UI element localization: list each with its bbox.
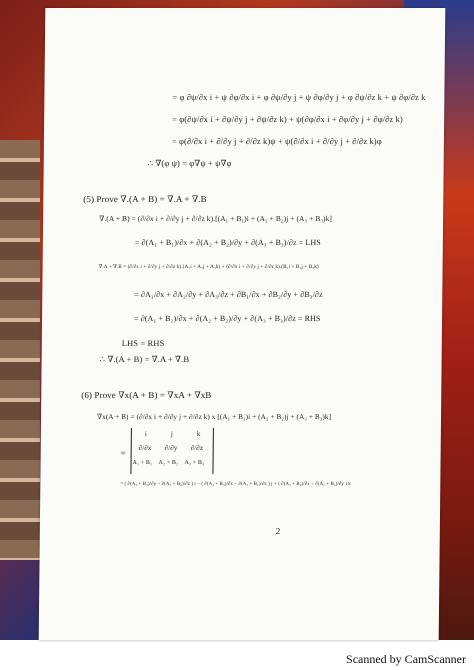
page-number: 2 [275,526,281,536]
determinant-right-bar [212,428,213,474]
section-5-line-2: = ∂(A₁ + B₁)/∂x + ∂(A₂ + B₂)/∂y + ∂(A₃ + B₃)/∂z = LHS [134,238,321,247]
section-5-line-5: = ∂(A₁ + B₁)/∂x + ∂(A₂ + B₂)/∂y + ∂(A₃ + B₃)/∂z = RHS [134,314,321,323]
section-6-line-2: = ( ∂(A₃ + B₃)/∂y − ∂(A₂ + B₂)/∂z ) i − ( ∂(A₃ + B₃)/∂x − ∂(A₁ + B₁)/∂z ) j + ( ∂(A₂ + B₂)/∂x − ∂(A₁ + B₁)/∂y ) k [120,482,351,487]
derivation-conclusion: ∴ ∇(φ ψ) = φ∇ψ + ψ∇φ [147,158,232,168]
scanner-watermark: Scanned by CamScanner [346,652,466,666]
derivation-line-2: = φ(∂ψ/∂x i + ∂ψ/∂y j + ∂ψ/∂z k) + ψ(∂φ/∂x i + ∂φ/∂y j + ∂φ/∂z k) [172,114,403,124]
determinant-r2c3: ∂/∂z [190,444,204,452]
determinant-r1c2: j [170,430,173,438]
section-6-line-1: ∇x(A + B) = (∂/∂x i + ∂/∂y j + ∂/∂z k) x [(A₁ + B₁)i + (A₂ + B₂)j + (A₃ + B₃)k] [96,413,332,421]
determinant-r1c3: k [196,430,201,438]
derivation-line-3: = φ(∂/∂x i + ∂/∂y j + ∂/∂z k)ψ + ψ(∂/∂x i + ∂/∂y j + ∂/∂z k)φ [171,136,382,146]
determinant-r3c3: A₃ + B₃ [184,460,205,466]
determinant-left-bar [130,428,131,474]
determinant-r3c2: A₂ + B₂ [158,460,179,466]
section-6-heading: (6) Prove ∇x(A + B) = ∇xA + ∇xB [81,390,212,400]
section-5-heading: (5) Prove ∇.(A + B) = ∇.A + ∇.B [83,194,207,204]
section-5-line-6: LHS = RHS [121,338,165,348]
determinant-r3c1: A₁ + B₁ [132,460,153,466]
section-5-conclusion: ∴ ∇.(A + B) = ∇.A + ∇.B [99,354,190,364]
background-shelf [0,140,40,560]
section-5-line-4: = ∂A₁/∂x + ∂A₂/∂y + ∂A₃/∂z + ∂B₁/∂x + ∂B₂/∂y + ∂B₃/∂z [134,290,323,299]
determinant-r2c2: ∂/∂y [164,444,178,452]
paper-sheet: = φ ∂ψ/∂x i + ψ ∂φ/∂x i + φ ∂ψ/∂y j + ψ ∂φ/∂y j + φ ∂ψ/∂z k + ψ ∂φ/∂z k = φ(∂ψ/∂x i + ∂ψ/∂y j + ∂ψ/∂z k) + ψ(∂φ/∂x i + ∂φ/∂y j + ∂φ/∂z k) = φ(∂/∂x i + ∂/∂y j + ∂/∂z k)ψ + ψ(∂/∂x i + ∂/∂y j + ∂/∂z k)φ ∴ ∇(φ ψ) = φ∇ψ + ψ∇φ (5) Prove ∇.(A + B) = ∇.A + ∇.B ∇.(A + B) = (∂/∂x i + ∂/∂y j + ∂/∂z k).[(A₁ + B₁)i + (A₂ + B₂)j + (A₃ + B₃)k] = ∂(A₁ + B₁)/∂x + ∂(A₂ + B₂)/∂y + ∂(A₃ + B₃)/∂z = LHS ∇.A + ∇.B = (∂/∂x i + ∂/∂y j + ∂/∂z k).(A₁i + A₂j + A₃k) + (∂/∂x i + ∂/∂y j + ∂/∂z k).(B₁i + B₂j + B₃k) = ∂A₁/∂x + ∂A₂/∂y + ∂A₃/∂z + ∂B₁/∂x + ∂B₂/∂y + ∂B₃/∂z = ∂(A₁ + B₁)/∂x + ∂(A₂ + B₂)/∂y + ∂(A₃ + B₃)/∂z = RHS LHS = RHS ∴ ∇.(A + B) = ∇.A + ∇.B (6) Prove ∇x(A + B) = ∇xA + ∇xB ∇x(A + B) = (∂/∂x i + ∂/∂y j + ∂/∂z k) x [(A₁ + B₁)i + (A₂ + B₂)j + (A₃ + B₃)k] = i j k ∂/∂x ∂/∂y ∂/∂z A₁ + B₁ A₂ + B₂ A₃ + B₃ = ( ∂(A₃ + B₃)/∂y − ∂(A₂ + B₂)/∂z ) i − ( ∂(A₃ + B₃)/∂x − ∂(A₁ + B₁)/∂z ) j + ( ∂(A₂ + B₂)/∂x − ∂(A₁ + B₁)/∂y ) k 2 [39,8,446,640]
derivation-line-1: = φ ∂ψ/∂x i + ψ ∂φ/∂x i + φ ∂ψ/∂y j + ψ ∂φ/∂y j + φ ∂ψ/∂z k + ψ ∂φ/∂z k [172,92,426,102]
determinant-r1c1: i [144,430,147,438]
determinant-r2c1: ∂/∂x [138,444,152,452]
section-5-line-3: ∇.A + ∇.B = (∂/∂x i + ∂/∂y j + ∂/∂z k).(A₁i + A₂j + A₃k) + (∂/∂x i + ∂/∂y j + ∂/∂z k).(B₁i + B₂j + B₃k) [98,264,319,270]
section-5-line-1: ∇.(A + B) = (∂/∂x i + ∂/∂y j + ∂/∂z k).[(A₁ + B₁)i + (A₂ + B₂)j + (A₃ + B₃)k] [99,214,333,223]
